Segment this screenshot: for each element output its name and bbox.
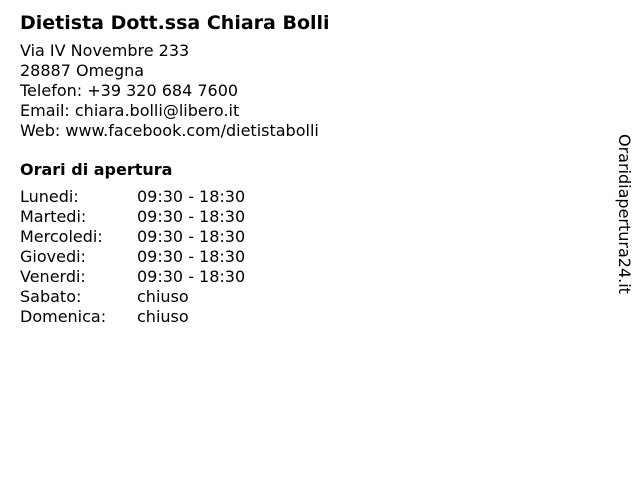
hours-row-wednesday [20, 227, 600, 247]
opening-hours-table [20, 187, 600, 327]
hours-day: Giovedi: [20, 247, 86, 266]
business-name: Dietista Dott.ssa Chiara Bolli [20, 12, 330, 34]
hours-day: Venerdi: [20, 267, 86, 286]
address-city: 28887 Omegna [20, 61, 145, 80]
hours-row-thursday [20, 247, 600, 267]
hours-time: chiuso [137, 287, 189, 306]
email-line [20, 101, 600, 121]
hours-time: 09:30 - 18:30 [137, 227, 246, 246]
hours-time: 09:30 - 18:30 [137, 247, 246, 266]
hours-row-sunday [20, 307, 600, 327]
hours-time: chiuso [137, 307, 189, 326]
hours-day: Mercoledi: [20, 227, 103, 246]
hours-heading: Orari di apertura [20, 160, 173, 179]
phone-line [20, 81, 600, 101]
hours-time: 09:30 - 18:30 [137, 267, 246, 286]
hours-day: Martedi: [20, 207, 87, 226]
contact-block [20, 41, 600, 141]
email-address[interactable]: chiara.bolli@libero.it [74, 101, 240, 120]
web-link[interactable]: www.facebook.com/dietistabolli [65, 121, 319, 140]
hours-row-monday [20, 187, 600, 207]
site-watermark: Oraridiapertura24.it [615, 134, 634, 294]
hours-day: Lunedi: [20, 187, 79, 206]
phone-label: Telefon: [20, 81, 83, 100]
hours-day: Domenica: [20, 307, 107, 326]
hours-time: 09:30 - 18:30 [137, 187, 246, 206]
hours-row-tuesday [20, 207, 600, 227]
email-label: Email: [20, 101, 70, 120]
phone-number[interactable]: +39 320 684 7600 [87, 81, 239, 100]
web-label: Web: [20, 121, 61, 140]
hours-row-friday [20, 267, 600, 287]
hours-day: Sabato: [20, 287, 82, 306]
address-street: Via IV Novembre 233 [20, 41, 190, 60]
hours-time: 09:30 - 18:30 [137, 207, 246, 226]
web-line [20, 121, 600, 141]
hours-row-saturday [20, 287, 600, 307]
business-card [20, 10, 600, 327]
